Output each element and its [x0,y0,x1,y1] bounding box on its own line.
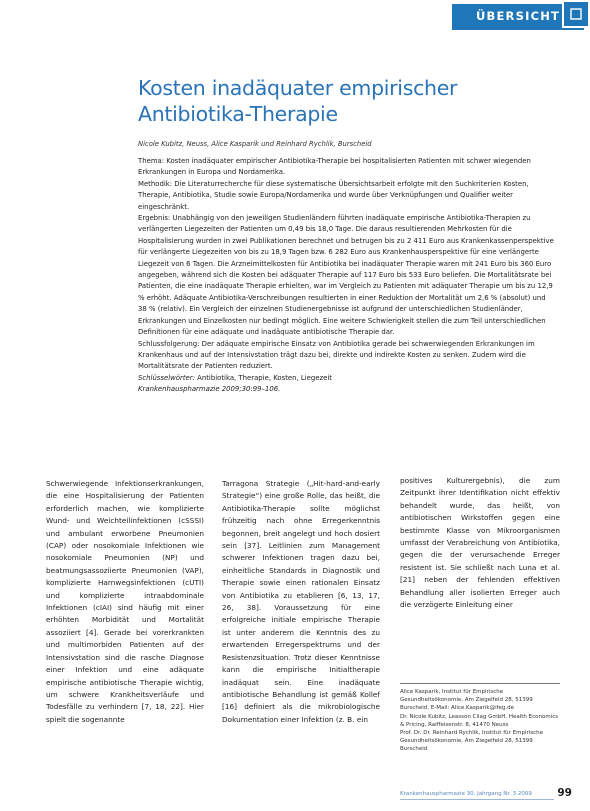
author-line: Nicole Kubitz, Neuss, Alice Kasparik und Reinhard Rychlik, Burscheid [138,140,372,148]
body-column-1: Schwerwiegende Infektionserkrankungen, die eine Hospitalisierung der Patienten erforderlich machen, wie komplizierte Wund- und Weichteilinfektionen (cSSSI) und ambulant erworbene Pneumonien (CAP) oder nosokomiale Infektionen wie nosokomiale Pneumonien (NP) und beatmungsassoziierte Pneumonien (VAP), komplizierte Harnwegsinfektionen (cUTI) und komplizierte intraabdominale Infektionen (cIAI) sind häufig mit einer erhöhten Morbidität und Mortalität assoziiert [4]. Gerade bei vorerkrankten und multimorbiden Patienten auf der Intensivstation sind die rasche Diagnose einer Infektion und eine adäquate empirische antibiotische Therapie wichtig, um schwere Krankheitsverläufe und Todesfälle zu verhindern [7, 18, 22]. Hier spielt die sogenannte [46,479,204,724]
abstract-methodik: Methodik: Die Literaturrecherche für diese systematische Übersichtsarbeit erfolgte mit den Suchkriterien Kosten, Therapie, Antibiotika, Studie sowie Europa/Nordamerika und wurde über Verknüpfungen und Qualifier weiter eingeschränkt. [138,179,529,211]
abstract-citation: Krankenhauspharmazie 2009;30:99–106. [138,385,281,394]
body-column-2: Tarragona Strategie („Hit-hard-and-early Strategie“) eine große Rolle, das heißt, die Antibiotika-Therapie sollte möglichst frühzeitig nach ohne Erregerkenntnis begonnen, breit angelegt und hoch dosiert sein [37]. Leitlinien zum Management schwerer Infektionen tragen dazu bei, einheitliche Standards in Diagnostik und Therapie sowie einen rationalen Einsatz von Antibiotika zu etablieren [6, 13, 17, 26, 38]. Voraussetzung für eine erfolgreiche initiale empirische Therapie ist unter anderem die Kenntnis des zu erwartenden Erregerspektrums und der Resistenzsituation. Trotz dieser Kenntnisse kann die empirische Initialtherapie inadäquat sein. Eine inadäquate antibiotische Behandlung ist gemäß Kollef [16] definiert als die mikrobiologische Dokumentation einer Infektion (z. B. ein [222,479,380,724]
page-number: 99 [557,787,572,799]
abstract-schlussfolgerung: Schlussfolgerung: Der adäquate empirische Einsatz von Antibiotika gerade bei schwerwiegenden Erkrankungen im Krankenhaus und auf der Intensivstation trägt dazu bei, direkte und indirekte Kosten zu senken. Zudem wird die Mortalitätsrate der Patienten reduziert. [138,339,535,371]
abstract [138,156,556,396]
abstract-keywords: Schlüsselwörter: Antibiotika, Therapie, Kosten, Liegezeit [138,373,332,382]
corner-mark-icon [562,0,590,28]
affiliation-2: Dr. Nicole Kubitz, Leasson Cilag GmbH, Health Economics & Pricing, Raiffeisenstr. 8, 41470 Neuss [400,713,559,728]
footer-rule [400,799,554,800]
page-footer [400,786,580,802]
section-label: ÜBERSICHT [476,9,561,23]
affiliation-3: Prof. Dr. Dr. Reinhard Rychlik, Institut für Empirische Gesundheitsökonomie, Am Ziegelfeld 28, 51399 Burscheid [400,730,544,753]
body-column-3: positives Kulturergebnis), die zum Zeitpunkt ihrer Identifikation nicht effektiv behandelt wurde, das heißt, von antibiotischen Wirkstoffen gegen eine bestimmte Klasse von Mikroorganismen umfasst der Verabreichung von Antibiotika, gegen die der verursachende Erreger resistent ist. Sie schließt nach Luna et al. [21] neben der fehlenden effektiven Behandlung aller isolierten Erreger auch die verzögerte Einleitung einer [400,476,560,610]
abstract-ergebnis: Ergebnis: Unabhängig von den jeweiligen Studienländern führten inadäquate empirische Antibiotika-Therapien zu verlängerten Liegezeiten der Patienten um 0,49 bis 18,0 Tage. Die daraus resultierenden Mehrkosten für die Hospitalisierung wurden in zwei Publikationen berechnet und betrugen bis zu 2 411 Euro aus Krankenkassenperspektive für verlängerte Liegezeiten von bis zu 18,9 Tagen bzw. 6 282 Euro aus Krankenhausperspektive für eine verlängerte Liegezeit von 6 Tagen. Die Arzneimittelkosten für Antibiotika bei inadäquater Therapie waren mit 241 Euro bis 360 Euro angegeben, während sich die Kosten bei adäquater Therapie auf 117 Euro bis 533 Euro beliefen. Die Mortalitätsrate bei Patienten, die eine inadäquate Therapie erhielten, war im Vergleich zu Patienten mit adäquater Therapie um bis zu 12,9 % erhöht. Adäquate Antibiotika-Verschreibungen resultierten in einer Reduktion der Mortalität um 2,6 % (absolut) und 38 % (relativ). Ein Vergleich der einzelnen Studienergebnisse ist aufgrund der unterschiedlichen Studienländer, Erkrankungen und Einzelkosten nur bedingt möglich. Eine weitere Schwierigkeit stellen die zum Teil unterschiedlichen Definitionen für eine adäquate und inadäquate antibiotische Therapie dar. [138,214,554,337]
journal-source: Krankenhauspharmazie 30. Jahrgang Nr. 3 2009 [400,791,532,797]
author-affiliations [400,683,560,754]
article-title: Kosten inadäquater empirischer Antibiotika-Therapie [138,76,458,126]
affiliation-1: Alice Kasparik, Institut für Empirische Gesundheitsökonomie, Am Ziegelfeld 28, 51399 Burscheid, E-Mail: Alice.Kasparik@ifeg.de [400,689,533,712]
abstract-thema: Thema: Kosten inadäquater empirischer Antibiotika-Therapie bei hospitalisierten Patienten mit schwer wiegenden Erkrankungen in Europa und Nordamerika. [138,157,531,177]
